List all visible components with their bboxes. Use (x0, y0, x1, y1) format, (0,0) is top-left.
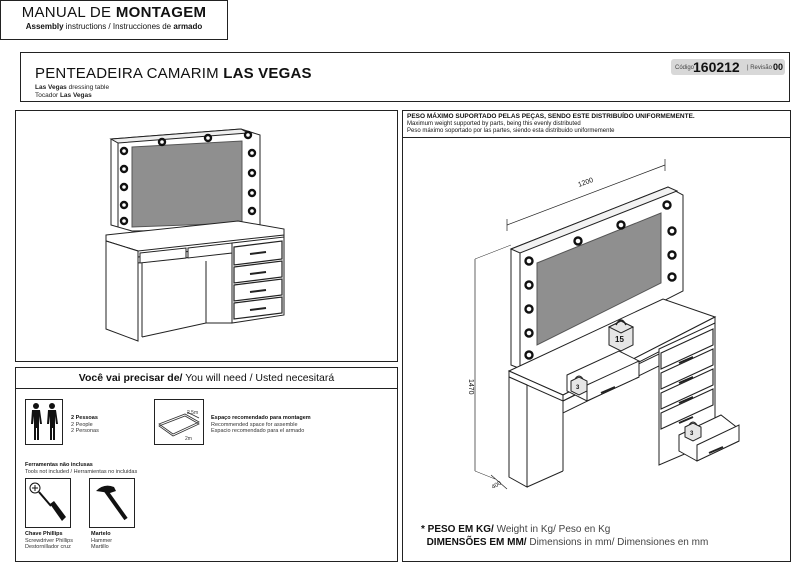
dressing-table-illustration (16, 111, 397, 361)
screwdriver-label: Chave Phillips Screwdriver Phillips Destornillador cruz (25, 531, 73, 550)
manual-header (0, 0, 228, 40)
units-note: * PESO EM KG/ Weight in Kg/ Peso en Kg DIMENSÕES EM MM/ Dimensions in mm/ Dimensiones en mm (421, 524, 709, 548)
tools-heading: Você vai precisar de/ You will need / Usted necesitará (16, 368, 397, 389)
warning-divider (403, 137, 790, 138)
product-code-badge: Código 160212 | Revisão 00 (671, 59, 785, 75)
product-name-es: Tocador Las Vegas (35, 92, 92, 99)
screwdriver-icon-box (25, 478, 71, 528)
manual-title: MANUAL DE MONTAGEM (21, 4, 207, 21)
tools-not-included: Ferramentas não inclusas Tools not included / Herramientas no incluidas (25, 462, 138, 475)
floor-space-icon (155, 400, 203, 444)
product-name: PENTEADEIRA CAMARIM LAS VEGAS (35, 65, 312, 82)
specs-panel (402, 110, 791, 562)
hammer-icon-box (89, 478, 135, 528)
space-icon-box (154, 399, 204, 445)
space-dim-2: 2m (185, 436, 192, 442)
people-label: 2 Pessoas 2 People 2 Personas (71, 415, 99, 434)
left-drawer-load-value: 3 (576, 385, 580, 391)
people-icon (26, 400, 62, 444)
screwdriver-icon (26, 479, 70, 527)
tools-panel (15, 367, 398, 562)
height-dimension: 1470 (467, 379, 474, 395)
product-illustration-panel (15, 110, 398, 362)
manual-subtitle: Assembly instructions / Instrucciones de armado (25, 22, 203, 31)
hammer-label: Martelo Hammer Martillo (91, 531, 113, 550)
dimension-drawing (403, 139, 790, 519)
revision-number: 00 (773, 62, 784, 72)
depth-dimension: 400 (491, 480, 503, 491)
width-dimension: 1200 (577, 176, 595, 189)
two-people-icon-box (25, 399, 63, 445)
right-drawer-load-value: 3 (690, 431, 694, 437)
space-dim-1: 2,5m (187, 410, 199, 416)
weight-warning: PESO MÁXIMO SUPORTADO PELAS PEÇAS, SENDO ESTE DISTRIBUÍDO UNIFORMEMENTE. Maximum weight supported by parts, being this evenly distributed Peso máximo soportado por las partes, siendo esta distribuido uniformemente (407, 113, 695, 134)
top-load-value: 15 (615, 335, 624, 344)
product-code: 160212 (693, 59, 740, 75)
space-label: Espaço recomendado para montagem Recommended space for assemble Espacio recomendado para el armado (211, 415, 311, 434)
product-name-en: Las Vegas dressing table (35, 84, 110, 91)
product-title-bar (20, 52, 790, 102)
hammer-icon (90, 479, 134, 527)
